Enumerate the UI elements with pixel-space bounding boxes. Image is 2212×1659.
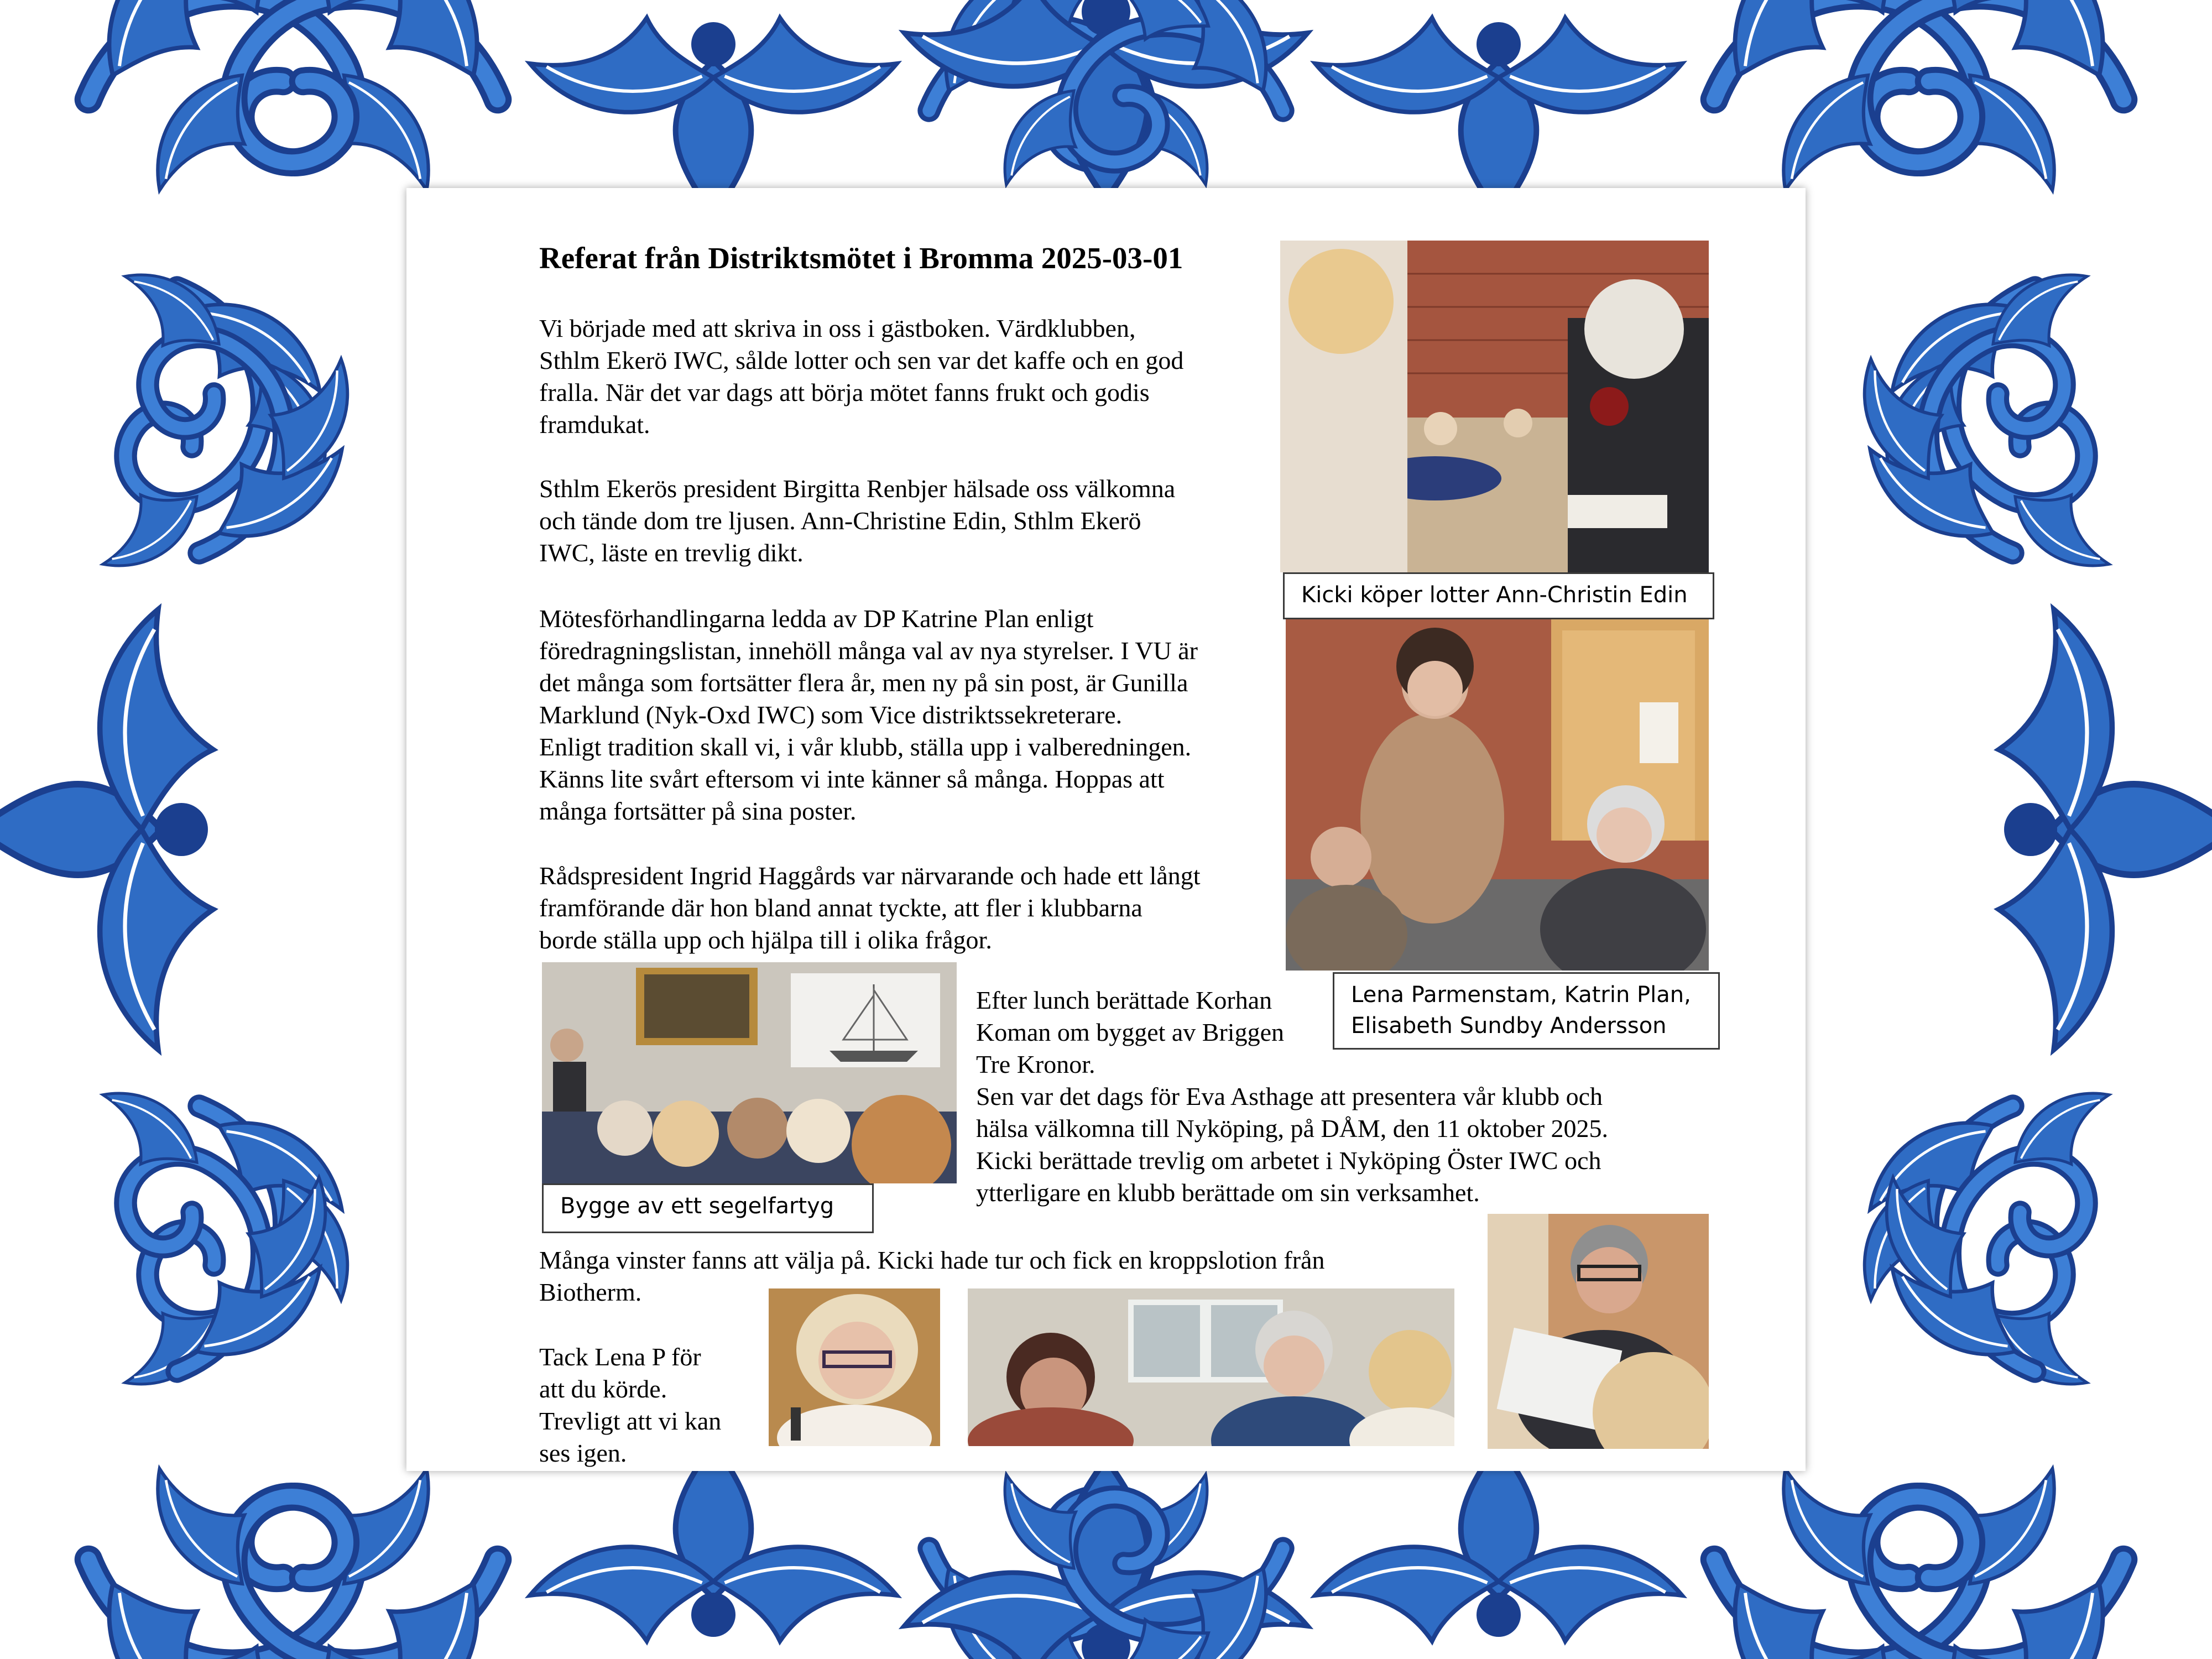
photo-three-women	[1286, 619, 1709, 971]
photo-lottery	[1280, 241, 1709, 572]
paragraph-meeting: Mötesförhandlingarna ledda av DP Katrine Plan enligt föredragningslistan, innehöll många val av nya styrelser. I VU är det många som fortsätter flera år, men ny på sin post, är Gunilla Marklund (Nyk-Oxd IWC) som Vice distriktssekreterare. Enligt tradition skall vi, i vår klubb, ställa upp i valberedningen. Känns lite svårt eftersom vi inte känner så många. Hoppas att många fortsätter på sina poster.	[539, 604, 1198, 825]
photo-speaker	[769, 1288, 940, 1446]
paragraph-council-president: Rådspresident Ingrid Haggårds var närvarande och hade ett långt framförande där hon bland annat tyckte, att fler i klubbarna borde ställa upp och hjälpa till i olika frågor.	[539, 862, 1201, 954]
paragraph-guestbook: Vi började med att skriva in oss i gästboken. Värdklubben, Sthlm Ekerö IWC, sålde lotter och sen var det kaffe och en god fralla. När det var dags att börja mötet fanns frukt och godis framdukat.	[539, 314, 1184, 439]
photo-reader	[1488, 1214, 1709, 1449]
photo-lecture	[542, 962, 957, 1183]
photo-dining	[968, 1288, 1454, 1446]
paragraph-welcome: Sthlm Ekerös president Birgitta Renbjer hälsade oss välkomna och tände dom tre ljusen. Ann-Christine Edin, Sthlm Ekerö IWC, läste en trevlig dikt.	[539, 474, 1176, 567]
paragraph-thanks: Tack Lena P för att du körde. Trevligt att vi kan ses igen.	[539, 1343, 722, 1467]
caption-lottery: Kicki köper lotter Ann-Christin Edin	[1283, 572, 1714, 619]
article-title: Referat från Distriktsmötet i Bromma 2025-03-01	[539, 241, 1183, 275]
paragraph-lunch-talk: Efter lunch berättade Korhan Koman om bygget av Briggen Tre Kronor. Sen var det dags för Eva Asthage att presentera vår klubb och hälsa välkomna till Nyköping, på DÅM, den 11 oktober 2025. Kicki berättade trevlig om arbetet i Nyköping Öster IWC och ytterligare en klubb berättade om sin verksamhet.	[976, 986, 1609, 1207]
caption-lecture: Bygge av ett segelfartyg	[542, 1183, 874, 1233]
caption-three-women: Lena Parmenstam, Katrin Plan, Elisabeth Sundby Andersson	[1333, 972, 1720, 1050]
article-page	[406, 188, 1806, 1471]
paragraph-prizes: Många vinster fanns att välja på. Kicki hade tur och fick en kroppslotion från Biotherm.	[539, 1246, 1325, 1306]
